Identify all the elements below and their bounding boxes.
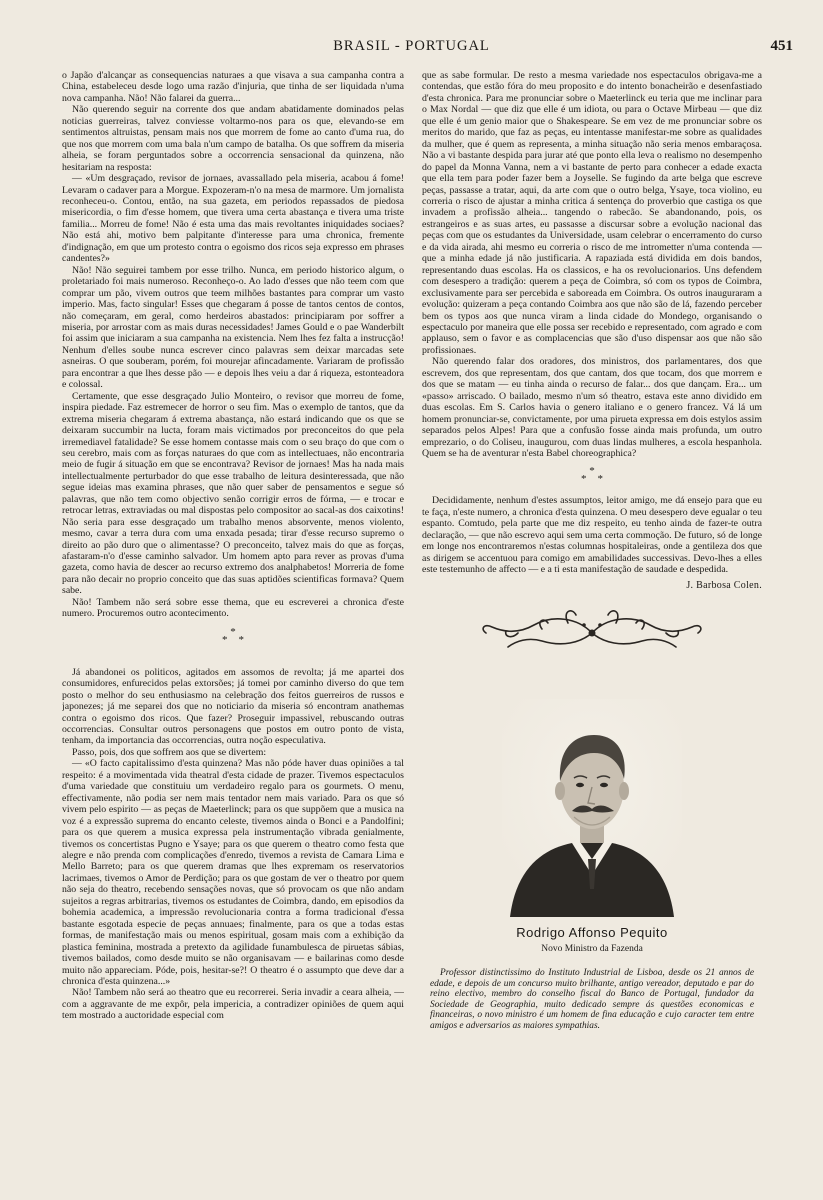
- right-column: [422, 70, 762, 1032]
- portrait-name: Rodrigo Affonso Pequito: [516, 925, 668, 941]
- article-paragraph: Já abandonei os politicos, agitados em assomos de revolta; já me apartei dos consumidores, enfurecidos pelas extorsões; já tomei por caminho diverso do que tem posto o melhor do seu enthusiasmo na celebração dos feitos guerreiros de russos e japonezes; já me separei dos que no noticiario da miseria só encontram anathemas contra o egoismo dos ricos. Que fazer? Proseguir impassivel, rebuscando outras occorrencias. Consultar outros personagens que postos em outro ponto de vista, tenham, da importancia das occorrencias, outra noção especulativa.: [62, 666, 404, 747]
- portrait-subtitle: Novo Ministro da Fazenda: [541, 944, 643, 955]
- section-break: [62, 625, 404, 646]
- man-portrait-icon: [502, 699, 682, 917]
- article-paragraph: que as sabe formular. De resto a mesma variedade nos espectaculos obrigava-me a contendas, que estão fóra do meu proposito e do intento bonacheirão e desenfastiado d'esta chronica. Para me pronunciar sobre o Maeterlinck eu teria que me inclinar para o Max Nordal — que diz que elle é um idiota, ou para o Octave Mirbeau — que diz que elle é um genio maior que o Shakespeare. Se em vez de me pronunciar sobre os meritos do marido, que faz as peças, eu intentasse manifestar-me sobre as qualidades da mulher, que é quem as representa, a minha situação não seria menos embaraçosa. Não a vi bastante despida para jurar até que ponto ella leva o realismo no desempenho do papel da Monna Vanna, nem a vi bastante de perto para conhecer a edade exacta que ella tem para poder fazer bem a Joyselle. Se fugindo da arte belga que escreve peças, passasse a tratar, aqui, da arte com que o outro belga, Ysaye, toca violino, eu correria o risco de ajustar a minha critica á sentença do proverbio que castiga os que invadem a profissão alheia... tangendo o rabecão. Se abandonando, pois, os estrangeiros e as suas artes, eu passasse a discursar sobre a evolução nacional das peças com que os estudantes da Universidade, usam celebrar o encerramento do curso e da vida airada, ahi mesmo eu correria o risco de me intrometter n'uma contenda — que a minha edade já não justificaria. A rapaziada está dividida em dois bandos, representando duas escolas. Ha os classicos, e ha os revolucionarios. Uns defendem com desespero a tradição: querem a peça de Coimbra, só com os typos de Coimbra, exclusivamente para ser percebida e saboreada em Coimbra. Os outros inauguraram a evolução: quizeram a peça contando Coimbra aos que não são de lá, fazendo perceber bem os typos aos que nunca viram a linda cidade do Mondego, organisando o espectaculo por maneira que elle possa ser recebido e representado, com agrado e com applauso, sem o favor e as complacencias que são d'uso dispensar aos que não são profissionaes.: [422, 70, 762, 356]
- running-head: [0, 38, 823, 58]
- author-signature: J. Barbosa Colen.: [686, 579, 762, 591]
- section-break-stars-pair: * *: [581, 473, 603, 486]
- section-break: [422, 465, 762, 486]
- article-paragraph: Não! Não seguirei tambem por esse trilho. Nunca, em periodo historico algum, o proletariado foi mais numeroso. Reconheço-o. Ao lado d'esses que não teem com que comprar um pão, vivem outros que teem milhões bastantes para comprar um vasto imperio. Mas, facto singular! Esses que chegaram á posse de tantos centos de contos, não começaram, em geral, como herdeiros abastados: principiaram por soffrer a miseria, por arrostar com as mais duras necessidades! James Gould e o pae Wanderbilt foi assim que iniciaram a sua campanha na existencia. Nem lhes fez falta a instrucção! Nenhum d'elles soube nunca escrever cinco palavras sem deixar marcadas sete asneiras. O que souberam, porém, foi mourejar afincadamente. Variaram de profissão para encontrar a que lhes desse pão — e depois lhes veiu a dar á riqueza, estonteadora e colossal.: [62, 264, 404, 391]
- article-paragraph: Não querendo falar dos oradores, dos ministros, dos parlamentares, dos que escrevem, dos que representam, dos que cantam, dos que tocam, dos que morrem e dos que se matam — eu tinha ainda o recurso de falar... dos que dançam. Era... um «passo» arriscado. O bailado, mesmo n'um só theatro, estava este anno dividido em duas escolas. Em S. Carlos havia o genero italiano e o genero francez. Vá lá um homem pronunciar-se, convictamente, por uma pirueta expressa em dois estylos assim separados pelos Alpes! Para que a confusão fosse ainda mais profunda, um outro emprezario, o do Coliseu, inaugurou, com duas lindas mulheres, a escola hespanhola. Quem se ha de aventurar n'esta Babel choreographica?: [422, 356, 762, 459]
- article-paragraph: Decididamente, nenhum d'estes assumptos, leitor amigo, me dá ensejo para que eu te faça, n'este numero, a chronica d'esta quinzena. O meu desespero deve egualar o teu espanto. Comtudo, pela parte que me diz respeito, eu tenho ainda de fazer-te outra declaração, — que não escrevo aqui sem uma certa commoção. De futuro, só de longe em longe nos encontraremos n'estas columnas hospitaleiras, onde a gentileza dos que as dirigem se accentuou para comigo em amabilidades successivas. Devo-lhes a elles este testemunho de affecto — e a ti esta manifestação de saudade e despedida.: [422, 495, 762, 576]
- article-paragraph: o Japão d'alcançar as consequencias naturaes a que visava a sua campanha contra a China, estabeleceu desde logo uma razão d'injuria, que tinha de ser liquidada n'uma nova campanha. Não! Não falarei da guerra...: [62, 70, 404, 104]
- portrait-image: [502, 699, 682, 917]
- portrait-caption: Professor distinctissimo do Instituto Industrial de Lisboa, desde os 21 annos de edade, e depois de um concurso muito brilhante, antigo vereador, deputado e par do reino electivo, membro do conselho fiscal do Banco de Portugal, fundador da Sociedade de Geographia, muito dedicado sempre ás questões economicas e financeiras, o novo ministro é um homem de fina educação e cujo caracter tem entre amigos e adversarios as maiores sympathias.: [430, 967, 754, 1031]
- page-number: 451: [770, 38, 793, 54]
- article-paragraph: Não querendo seguir na corrente dos que andam abatidamente dominados pelas noticias guerreiras, talvez conviesse voltarmo-nos para os que, elevando-se em sentimentos altruistas, pensam mais nos que morrem de fome ao canto d'uma rua, do que nos que morrem com uma bala n'um campo de batalha. Os que soffrem da miseria alheia, se foram perguntados sobre a occorrencia sensacional da quinzena, não hesitariam na resposta:: [62, 104, 404, 173]
- scroll-ornament-icon: [472, 603, 712, 655]
- section-break-star: *: [230, 625, 236, 638]
- article-paragraph: Não! Tambem não será sobre esse thema, que eu escreverei a chronica d'este numero. Procuremos outro acontecimento.: [62, 596, 404, 620]
- article-paragraph: Não! Tambem não será ao theatro que eu recorrerei. Seria invadir a ceara alheia, — com a aggravante de me expôr, pela impericia, a contradizer opiniões de quem aqui tem mostrado a auctoridade especial com: [62, 987, 404, 1022]
- running-title: BRASIL - PORTUGAL: [333, 38, 490, 54]
- section-break-stars-pair: * *: [222, 633, 244, 646]
- article-paragraph: — «Um desgraçado, revisor de jornaes, avassallado pela miseria, acabou á fome! Levaram o cadaver para a Morgue. Expozeram-n'o na mesa de marmore. Um jornalista reconheceu-o. Contou, então, na sua gazeta, em periodos repassados de piedosa misericordia, o fim d'esse homem, que tivera uma certa abastança e tivera uma triste familia... Morreu de fome! Não é esta uma das mais revoltantes iniquidades sociaes? Não está ahi, motivo bem palpitante d'interesse para uma chronica, fremente d'indignação, em que um protesto contra o egoismo dos ricos seja expresso em phrases candentes?»: [62, 173, 404, 265]
- decorative-ornament: [422, 603, 762, 655]
- article-paragraph: — «O facto capitalissimo d'esta quinzena? Mas não póde haver duas opiniões a tal respeito: é a movimentada vida theatral d'esta cidade de prazer. Tivemos espectaculos d'uma variedade que constituiu um verdadeiro regalo para os gourmets. O menu, effectivamente, não podia ser nem mais tentador nem mais variado. Para os que só vivem pelo espirito — as peças de Maeterlinck; para os que suppõem que a musica na voz é a expressão suprema do encanto celeste, tivemos ainda o Bonci e a Pandolfini; para os que querem a musica expressa pela instrumentação vibrada genialmente, tivemos os concertistas Pugno e Ysaye; para os que querem o theatro como festa que alegre e não prenda com complicações d'enredo, tivemos a revista de Camara Lima e Mello Barreto; para os que querem dramas que lhes expremam os reservatorios lacrimaes, tivemos o Amor de Perdição; para os que gostam de ver o theatro por quem não seja do theatro, recebendo sensações novas, que só provocam os que não andam sujeitos a regras arbitrarias, tivemos os estudantes de Coimbra, dando, em episodios da bohemia academica, a impressão revolucionaria contra a forma tradicional d'essa bastante esgotada especie de peças annuaes; finalmente, para os que a todas estas formas, de manifestação mais ou menos espiritual, gosam mais com a exhibição da plastica feminina, mostrada a pretexto da agilidade funambulesca de piruetas sábias, tivemos bailados, como desde muito se não organisavam — e bailarinas como desde muito não appareciam. Póde, pois, hesitar-se?! O theatro é o assumpto que deve dar a chronica d'esta quinzena...»: [62, 758, 404, 987]
- article-paragraph: Certamente, que esse desgraçado Julio Monteiro, o revisor que morreu de fome, inspira piedade. Faz estremecer de horror o seu fim. Mas o exemplo de tantos, que da extrema miseria chegaram á extrema abastança, não estará indicando que os que se deixaram succumbir na lucta, foram mais victimados por preconceitos do que pela irremediavel fatalidade? Se esse homem contasse mais com o seu braço do que com o seu cerebro, mais com as forças naturaes do que com as intellectuaes, não encontraria meio de fugir á situação em que se encontrava? Revisor de jornaes! Mas ha nada mais intellectualmente perturbador do que esse trabalho de leitura desinteressada, que não segue ideias mas examina phrases, que não quer saber de pensamentos e segue só palavras, que não tem como objectivo senão corrigir erros de fórma, — e trocar e retrocar letras, extraviadas ou mal dispostas pelo compositor ao sacal-as dos caixotins! Não seria para esse desgraçado um trabalho menos absorvente, menos violento, mesmo, cavar a terra dura com uma enxada pesada; tirar d'esse recurso supremo o direito ao pão duro que o alimentasse? O preconceito, talvez mais do que as forças, afastaram-n'o d'esse caminho salvador. Um homem apto para rever as provas d'uma gazeta, como havia de descer ao recurso extremo dos analphabetos! Morreria de fome para não decair no proprio conceito que das suas aptidões scientificas formava? Quem sabe.: [62, 390, 404, 597]
- article-paragraph: Passo, pois, dos que soffrem aos que se divertem:: [72, 746, 267, 758]
- section-break-star: *: [589, 465, 595, 478]
- left-column: [62, 70, 404, 1190]
